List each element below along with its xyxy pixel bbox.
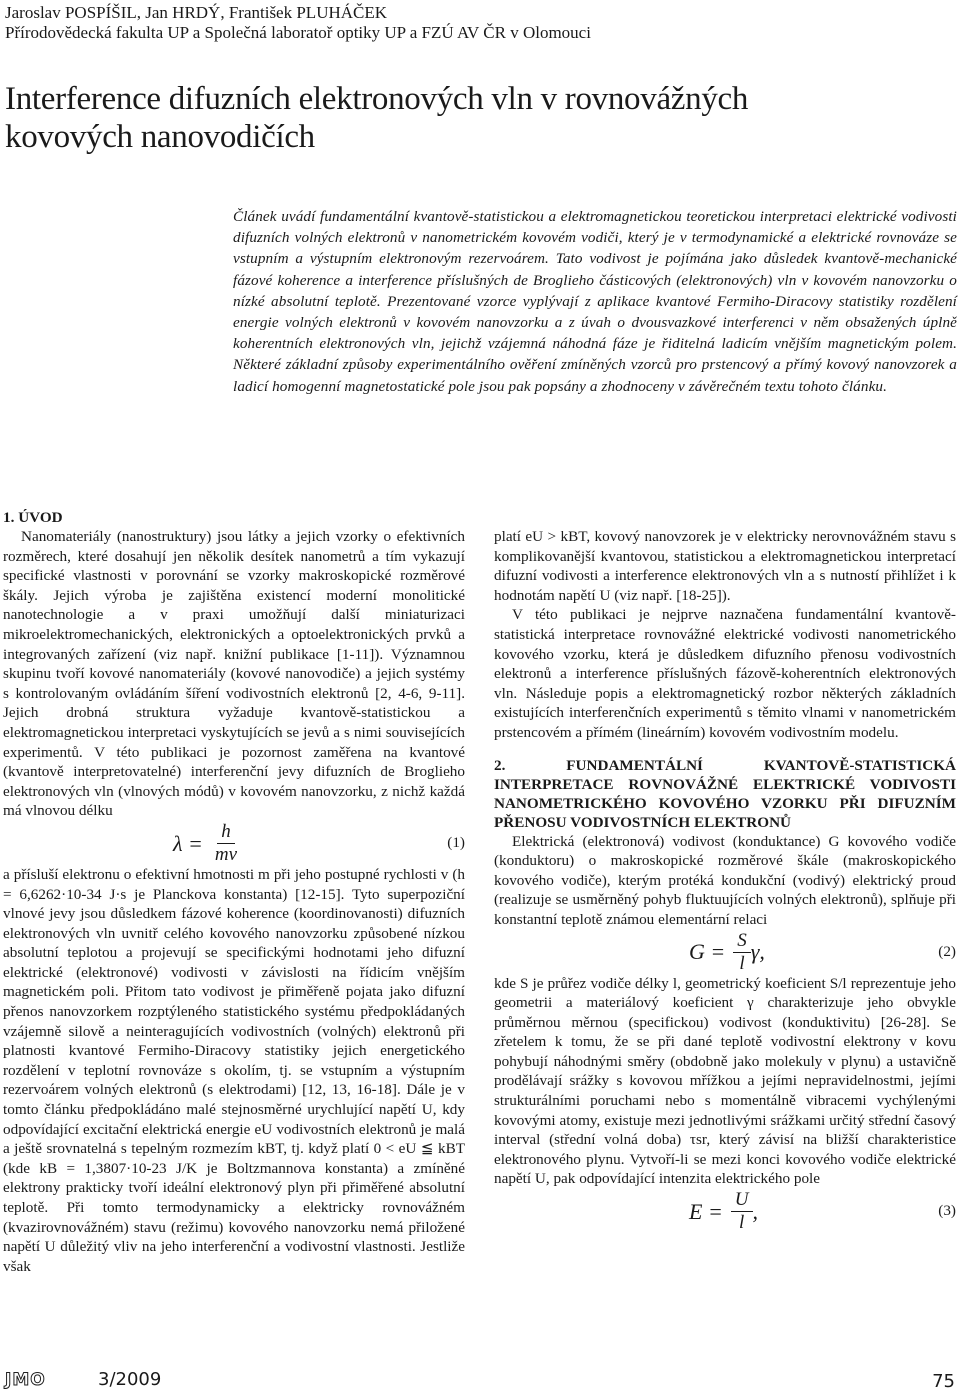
issue-number: 3/2009 — [98, 1369, 162, 1390]
eq1-fraction — [211, 821, 241, 866]
title-line-2: kovových nanovodičích — [5, 119, 315, 155]
affiliation: Přírodovědecká fakulta UP a Společná laboratoř optiky UP a FZÚ AV ČR v Olomouci — [5, 23, 591, 42]
equation-2 — [494, 930, 956, 974]
paragraph: a přísluší elektronu o efektivní hmotnosti m při jeho postupné rychlosti v (h = 6,6262·10-34 J·s je Planckova konstanta) [12-15]. Tyto superpoziční vlnové jevy jsou důsledkem fázové koherence (koordinovanosti) difuzních elektronových vln uvnitř celého kovového nanovzorku způsobené nízkou absolutní teplotou a projevují se specifickými hodnotami jeho difuzní elektrické (elektronové) vodivosti v závislosti na řídicím vnějším magnetickém poli. Přitom tato vodivost je přiměřeně pojata jako difuzní přenos nanovzorkem rozptýleného statistického systému předpokládaných vzájemně silově a neinteragujících vodivostních (volných) elektronů při platnosti kvantové Fermiho-Diracovy statistiky jejich energetického rozdělení v teplotní rovnováze s okolím, tj. se vstupním a výstupním rezervoárem volných elektronů (s elektrodami) [12, 13, 16-18]. Dále je v tomto článku předpokládáno malé stejnosměrné urychlující napětí U, kdy odpovídající excitační elektrická energie eU vodivostních elektronů je malá a ještě srovnatelná s tepelným rozmezím kBT, tj. když platí 0 < eU ≦ kBT (kde kB = 1,3807·10-23 J/K je Boltzmannova konstanta) a zmíněné elektrony prakticky tvoří ideální elektronový plyn při přiměřené absolutní teplotě. Při tomto termodynamicky a elektricky rovnovážném (kvazirovnovážném) stavu (režimu) kovového nanovzorku nemá přiložené napětí U důležitý vliv na jeho interferenční a vodivostní vlastnosti. Jestliže však — [3, 865, 465, 1275]
eq3-fraction — [731, 1189, 753, 1234]
eq2-lhs: G = — [689, 939, 726, 965]
section-heading-2: 2. FUNDAMENTÁLNÍ KVANTOVĚ-STATISTICKÁ INTERPRETACE ROVNOVÁŽNÉ ELEKTRICKÉ VODIVOSTI NANOMETRICKÉHO KOVOVÉHO VZORKU PŘI DIFUZNÍM PŘENOSU VODIVOSTNÍCH ELEKTRONŮ — [494, 756, 956, 831]
equation-3 — [494, 1189, 956, 1233]
section-heading-1: 1. ÚVOD — [3, 509, 63, 526]
eq2-denominator: l — [739, 952, 745, 974]
eq1-numerator: h — [217, 821, 235, 844]
paragraph: V této publikaci je nejprve naznačena fundamentální kvantově-statistická interpretace rovnovážné elektrické vodivosti nanometrického kovového vzorku, která je důsledkem difuzního přenosu vodivostních elektronů a interference příslušných fázově-koherentních elektronových vln. Následuje popis a elektromagnetický rozbor některých základních existujících interferenčních experimentů s těmito vlnami v nanometrickém prstencovém a přímém (lineárním) kovovém vodivostním modelu. — [494, 606, 956, 741]
paragraph: Elektrická (elektronová) vodivost (konduktance) G kovového vodiče (konduktoru) o makroskopické rozměrové škále (makroskopického kovového vodiče), kterým protéká kondukční (vodivý) elektrický proud (realizuje se usměrněný pohyb fluktuujících volných elektronů), splňuje při konstantní teplotě známou elementární relaci — [494, 832, 956, 928]
paragraph: kde S je průřez vodiče délky l, geometrický koeficient S/l reprezentuje jeho geometrii a materiálový koeficient γ charakterizuje jeho obvykle průměrnou měrnou (specifickou) vodivost (konduktivitu) [26-28]. Se zřetelem k tomu, že se při dané teplotě vodivostní elektrony v kovu pohybují náhodnými směry (obdobně jako molekuly v plynu) a ustavičně prodělávají srážky s kovovou mřížkou a jejími nepravidelnostmi, jejími strukturálními poruchami nebo s momentálně vibracemi vychýlenými kovovými atomy, existuje mezi jednotlivými srážkami určitý střední časový interval (střední volná doba) τsr, který závisí na bližší charakteristice elektronového plynu. Vytvoří-li se mezi konci kovového vodiče elektrické napětí U, pak odpovídající intenzita elektrického pole — [494, 974, 956, 1188]
eq3-number: (3) — [938, 1202, 956, 1220]
eq3-numerator: U — [731, 1189, 753, 1212]
left-column — [3, 508, 465, 1276]
journal-logo: JMO — [5, 1370, 46, 1390]
eq1-denominator: mv — [214, 843, 238, 865]
abstract: Článek uvádí fundamentální kvantově-statistickou a elektromagnetickou teoretickou interpretaci elektrické vodivosti difuzních volných elektronů v nanometrickém kovovém vodiči, který je v termodynamické a elektrické rovnováze se vstupním a výstupním elektronovým rezervoárem. Tato vodivost je pojímána jako důsledek kvantově-mechanické fázové koherence a interference příslušných de Broglieho částicových (elektronových) vln v kovovém nanovzorku o nízké absolutní teplotě. Prezentované vzorce vyplývají z aplikace kvantové Fermiho-Diracovy statistiky rozdělení energie volných elektronů v kovovém nanovzorku a z úvah o dvousvazkové interferenci v něm obsažených úplně koherentních elektronových vln, jejichž vzájemná náhodná fáze je řiditelná ladicím vnějším magnetickým polem. Některé základní způsoby experimentálního ověření zmíněných vzorců pro prstencový a přímý kovový nanovzorek a ladicí homogenní magnetostatické pole jsou pak popsány a zhodnoceny v závěrečném textu tohoto článku. — [233, 208, 957, 395]
page-number: 75 — [932, 1371, 955, 1392]
eq3-lhs: E = — [689, 1198, 723, 1224]
eq2-rhs: γ, — [750, 939, 765, 965]
right-column — [494, 527, 956, 1233]
eq3-denominator: l — [739, 1212, 745, 1234]
article-title — [5, 80, 748, 156]
author-block — [5, 3, 591, 43]
eq2-number: (2) — [938, 942, 956, 960]
eq2-numerator: S — [733, 930, 751, 953]
paragraph: Nanomateriály (nanostruktury) jsou látky a jejich vzorky o efektivních rozměrech, které dosahují jen několik desítek nanometrů a tím vykazují specifické vlastnosti v porovnání se vzorky makroskopické rozměrové škály. Jejich výroba je zajištěna existencí moderní monolitické nanotechnologie a v praxi umožňují další miniaturizaci mikroelektromechanických, elektronických a optoelektronických prvků a integrovaných zařízení (viz např. knižní publikace [1-11]). Významnou skupinu tvoří kovové nanomateriály (kovové nanovodiče) a jejich systémy s kontrolovaným ovládáním šíření vodivostních elektronů [2, 4-6, 9-11]. Jejich drobná struktura vyžaduje kvantově-statistickou a elektromagnetickou interpretaci vyskytujících se jevů a s nimi souvisejících experimentů. V této publikaci je pozornost zaměřena na kvantové (kvantově interpretovatelné) interferenční jevy difuzních de Broglieho elektronových vln (vlnových módů) v kovovém nanovzorku, z nichž každá má vlnovou délku — [3, 528, 465, 820]
authors: Jaroslav POSPÍŠIL, Jan HRDÝ, František PLUHÁČEK — [5, 3, 388, 22]
paragraph: platí eU > kBT, kovový nanovzorek je v elektricky nerovnovážném stavu s komplikovanější kvantovou, statistickou a elektromagnetickou interpretací difuzní vodivosti a interference elektronových vln a s nutností přihlížet i k hodnotám napětí U (viz např. [18-25]). — [494, 528, 956, 604]
eq1-number: (1) — [447, 833, 465, 851]
eq3-rhs: , — [752, 1198, 759, 1224]
eq1-lhs: λ = — [173, 830, 203, 856]
eq2-fraction — [733, 930, 751, 975]
title-line-1: Interference difuzních elektronových vln v rovnovážných — [5, 81, 749, 117]
equation-1 — [3, 821, 465, 865]
